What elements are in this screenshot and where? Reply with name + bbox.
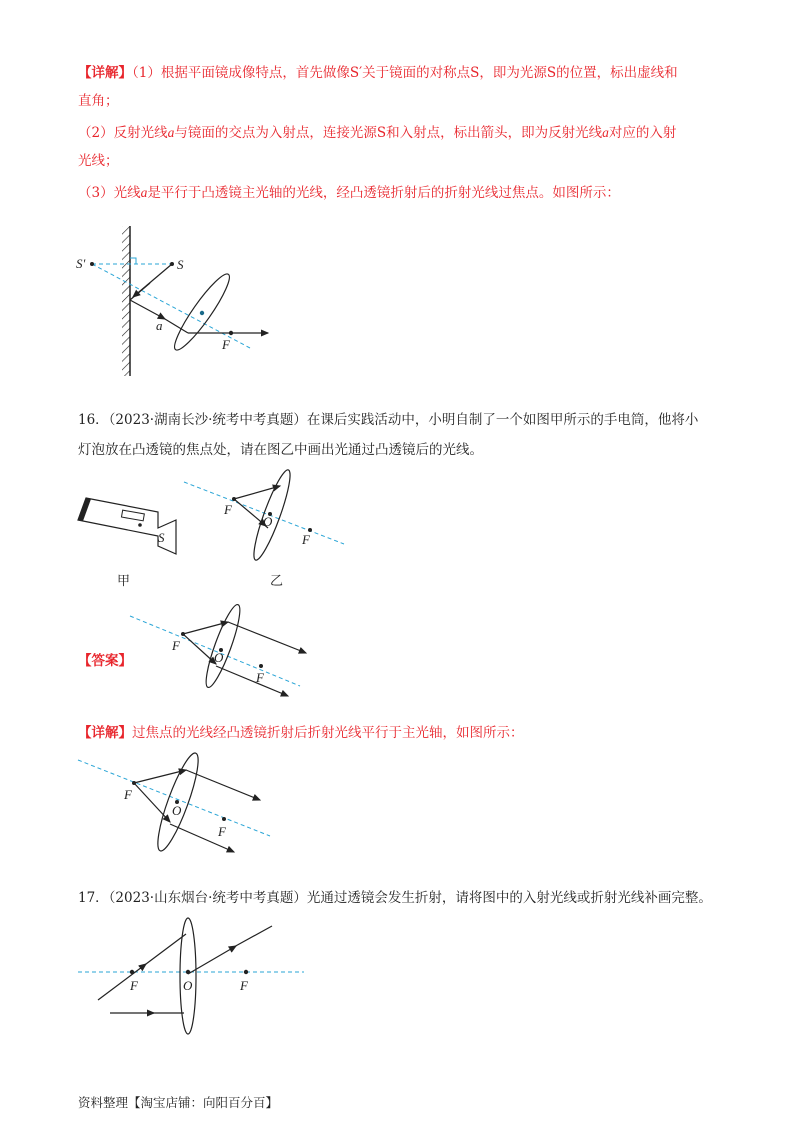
- detail-1-line-1: [78, 60, 728, 86]
- focal-left-dot: [232, 497, 236, 501]
- focal-right-dot: [259, 664, 263, 668]
- detail-1-step-2-pre: （2）反射光线: [78, 125, 168, 141]
- question-16-line-1: 16．（2023·湖南长沙·统考中考真题）在课后实践活动中，小明自制了一个如图甲所示的手电筒，他将小: [78, 412, 699, 428]
- convex-lens: [200, 602, 245, 690]
- focal-point-dot: [229, 331, 233, 335]
- principal-axis: [78, 760, 270, 836]
- label-f-left: F: [172, 638, 180, 653]
- page-footer: 资料整理【淘宝店铺：向阳百分百】: [78, 1095, 279, 1110]
- detail-1-step-2-mid: 与镜面的交点为入射点，连接光源S和入射点，标出箭头，即为反射光线: [174, 125, 603, 141]
- detail-1-step-2-cont: 光线；: [78, 153, 119, 169]
- detail-1-line-2b: [78, 148, 728, 174]
- detail-1-line-1b: [78, 88, 728, 114]
- label-o: O: [263, 514, 273, 529]
- bulb-dot: [138, 523, 142, 527]
- detail-1-step-1: （1）根据平面镜成像特点，首先做像S′关于镜面的对称点S，即为光源S的位置，标出虚线和: [132, 65, 678, 81]
- focal-left-dot: [130, 970, 134, 974]
- figure-jia-caption: 甲: [117, 574, 131, 589]
- dashed-extension: [92, 264, 250, 348]
- figure-flashlight: [76, 490, 196, 560]
- label-f-right: F: [302, 532, 310, 547]
- question-16-line-2: 灯泡放在凸透镜的焦点处，请在图乙中画出光通过凸透镜后的光线。: [78, 442, 483, 458]
- reflected-ray-a: [130, 300, 165, 319]
- label-o: O: [172, 803, 182, 818]
- figure-yi-caption: 乙: [270, 574, 284, 589]
- detail-1-step-1-cont: 直角；: [78, 93, 119, 109]
- figure-yi-lens: [180, 478, 360, 578]
- label-f-right: F: [256, 670, 264, 685]
- label-f-left: F: [130, 978, 138, 993]
- mirror-hatching: [122, 226, 130, 376]
- label-f-right: F: [240, 978, 248, 993]
- figure-q17: [74, 918, 334, 1048]
- label-o: O: [183, 978, 193, 993]
- focal-left-dot: [132, 781, 136, 785]
- detail-1-step-3-pre: （3）光线: [78, 185, 141, 201]
- parallel-ray-top: [228, 622, 306, 653]
- ray-a-symbol-2: a: [602, 125, 609, 140]
- detail-16-text: 过焦点的光线经凸透镜折射后折射光线平行于主光轴，如图所示：: [132, 725, 524, 741]
- incident-ray-through-f-cont: [142, 934, 186, 967]
- convex-lens: [180, 918, 196, 1034]
- label-f-left: F: [124, 787, 132, 802]
- optical-center-dot: [186, 970, 190, 974]
- s-prime-dot: [90, 262, 94, 266]
- detail-1-step-3-post: 是平行于凸透镜主光轴的光线，经凸透镜折射后的折射光线过焦点。如图所示：: [147, 185, 620, 201]
- detail-tag: 【详解】: [78, 65, 132, 81]
- detail-16: [78, 720, 728, 746]
- flashlight-switch: [121, 510, 144, 521]
- question-17: 17．（2023·山东烟台·统考中考真题）光通过透镜会发生折射，请将图中的入射光线或折射光线补画完整。: [78, 890, 712, 906]
- label-s-prime: S′: [76, 256, 86, 271]
- parallel-ray-bottom: [216, 666, 288, 696]
- focal-right-dot: [244, 970, 248, 974]
- label-f-right: F: [218, 824, 226, 839]
- detail-1-line-2: [78, 120, 728, 146]
- parallel-ray-top: [186, 770, 260, 800]
- focal-left-dot: [181, 632, 185, 636]
- figure-mirror-lens: [0, 220, 800, 380]
- incident-ray-through-f: [98, 964, 146, 1000]
- incident-ray-tail: [130, 283, 150, 300]
- ray-a-symbol: a: [167, 125, 175, 140]
- flashlight-body: [78, 498, 176, 554]
- lens-center-dot: [200, 311, 204, 315]
- label-o: O: [214, 650, 224, 665]
- detail-1-step-2-post: 对应的入射: [608, 125, 677, 141]
- focal-right-dot: [222, 817, 226, 821]
- detail-1-line-3: [78, 180, 728, 206]
- detail-tag: 【详解】: [78, 725, 132, 741]
- right-angle-mark: [130, 258, 136, 264]
- label-f: F: [222, 337, 230, 352]
- refracted-ray-upper-cont: [232, 926, 272, 948]
- answer-tag: 【答案】: [78, 653, 132, 669]
- figure-detail-16: [74, 752, 314, 872]
- label-s: S: [177, 257, 184, 272]
- ray-a-symbol-3: a: [140, 185, 148, 200]
- source-s-dot: [170, 262, 174, 266]
- figure-answer-16: [128, 598, 328, 708]
- label-f-left: F: [224, 502, 232, 517]
- label-a: a: [156, 318, 163, 333]
- flashlight-label-s: S: [158, 530, 165, 545]
